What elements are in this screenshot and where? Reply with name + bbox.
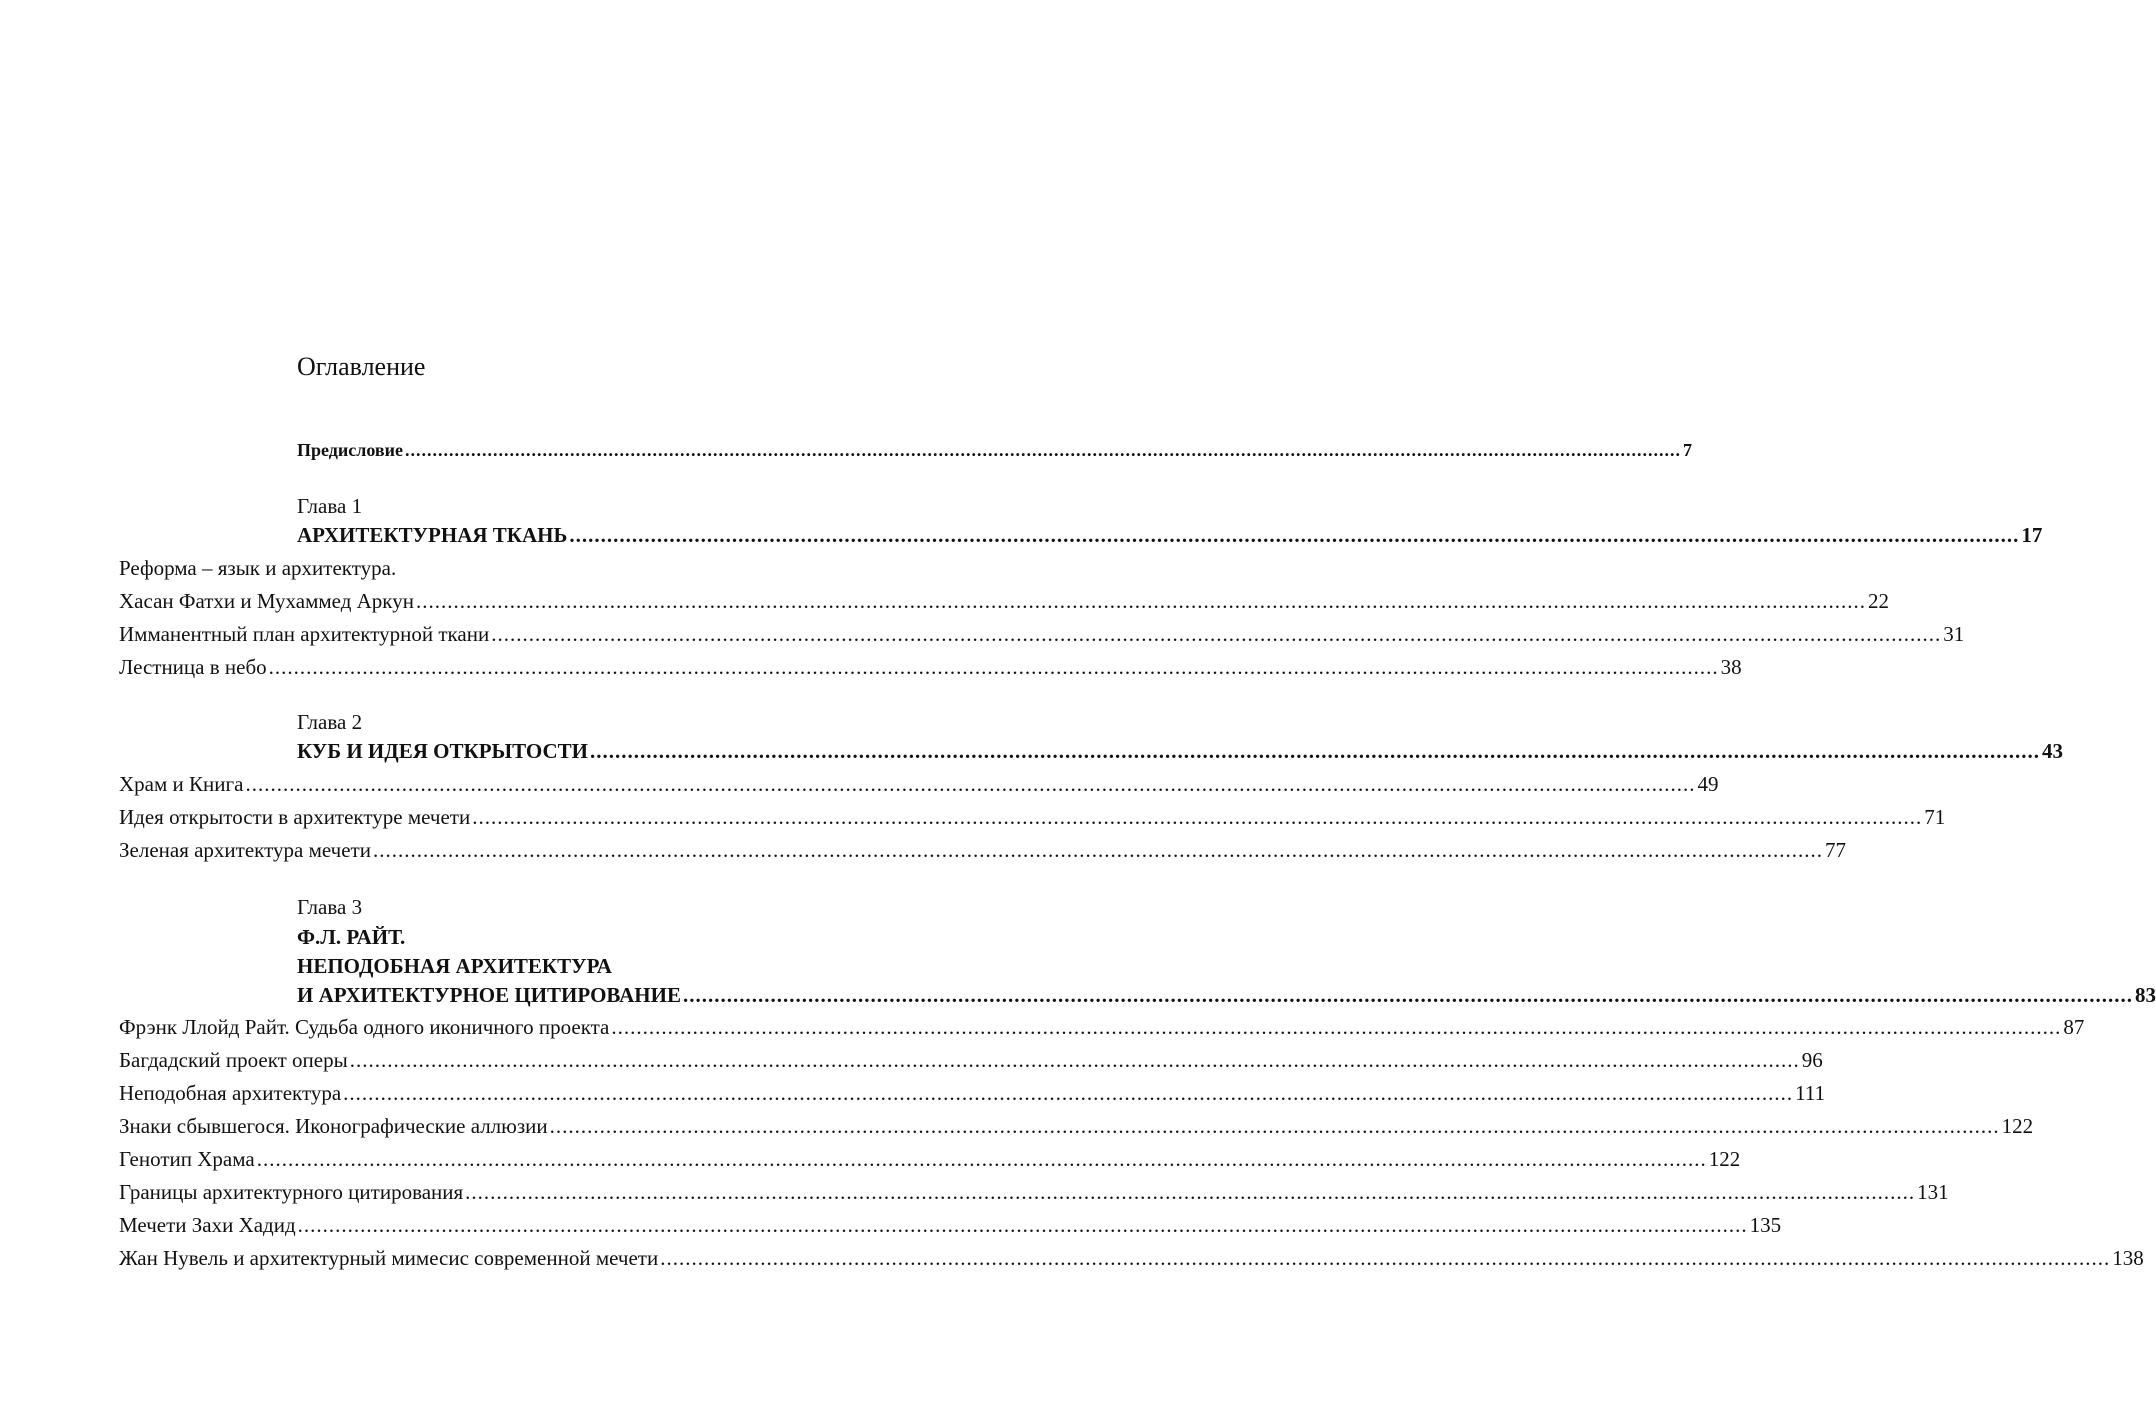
chapter-label: Глава 2 [297,710,363,734]
toc-entry[interactable] [119,1011,2085,1044]
toc-entry-title: Неподобная архитектура [119,1081,342,1105]
toc-entry[interactable] [119,1110,2034,1143]
chapter-heading-page: 83 [2134,983,2156,1007]
dot-leader: ........................................................................................................................................................................................................................................ [297,1213,1748,1237]
chapter-heading-title: АРХИТЕКТУРНАЯ ТКАНЬ [297,523,568,547]
toc-entry[interactable] [119,1143,1741,1176]
toc-entry-page: 135 [1749,1213,1782,1237]
chapter-heading[interactable] [297,735,2063,768]
dot-leader: ........................................................................................................................................................................................................................................ [549,1114,2000,1138]
toc-entry-title: Предисловие [297,440,403,460]
dot-leader: ........................................................................................................................................................................................................................................ [611,1015,2062,1039]
dot-leader: ........................................................................................................................................................................................................................................ [590,739,2040,763]
toc-entry[interactable] [119,651,1742,684]
toc-entry[interactable] [119,801,1946,834]
toc-entry[interactable] [119,834,1846,867]
toc-entry[interactable] [119,1044,1823,1077]
toc-entry-title: Границы архитектурного цитирования [119,1180,464,1204]
toc-entry[interactable] [119,1176,1949,1209]
toc-entry[interactable] [119,768,1719,801]
toc-entry-page: 122 [2001,1114,2034,1138]
chapter-heading-line: Ф.Л. РАЙТ. [297,925,406,949]
toc-entry-page: 77 [1824,838,1846,862]
toc-entry-page: 22 [1867,589,1889,613]
toc-entry-title: Фрэнк Ллойд Райт. Судьба одного иконичного проекта [119,1015,610,1039]
dot-leader: ........................................................................................................................................................................................................................................ [569,523,2020,547]
toc-entry-page: 38 [1720,655,1742,679]
chapter-label: Глава 3 [297,895,363,919]
dot-leader: ........................................................................................................................................................................................................................................ [415,589,1866,613]
toc-entry-title: Зеленая архитектура мечети [119,838,371,862]
dot-leader: ........................................................................................................................................................................................................................................ [268,655,1719,679]
dot-leader: ........................................................................................................................................................................................................................................ [349,1048,1800,1072]
dot-leader: ........................................................................................................................................................................................................................................ [256,1147,1707,1171]
chapter-heading-page: 43 [2042,739,2063,763]
toc-entry-title: Храм и Книга [119,772,244,796]
chapter-heading-page: 17 [2021,523,2043,547]
dot-leader: ........................................................................................................................................................................................................................................ [404,440,1681,460]
chapter-label: Глава 1 [297,494,363,518]
chapter-heading[interactable] [297,519,2043,552]
toc-entry-page: 31 [1943,622,1965,646]
toc-entry-title: Мечети Захи Хадид [119,1213,296,1237]
toc-entry-page: 87 [2063,1015,2085,1039]
toc-entry-preface[interactable] [297,434,1692,467]
toc-entry[interactable] [119,585,1889,618]
toc-entry-page: 71 [1924,805,1946,829]
toc-entry-page: 131 [1917,1180,1949,1204]
toc-entry-title: Генотип Храма [119,1147,255,1171]
toc-entry-title: Знаки сбывшегося. Иконографические аллюзии [119,1114,548,1138]
toc-entry[interactable] [119,1209,1782,1242]
toc-entry-page: 96 [1801,1048,1823,1072]
chapter-heading-title: И АРХИТЕКТУРНОЕ ЦИТИРОВАНИЕ [297,983,681,1007]
toc-entry[interactable] [119,618,1965,651]
dot-leader: ........................................................................................................................................................................................................................................ [465,1180,1916,1204]
toc-entry-page: 111 [1795,1081,1826,1105]
toc-entry[interactable] [119,552,797,585]
toc-entry-title: Реформа – язык и архитектура. [119,556,397,580]
toc-entry-page: 7 [1682,440,1692,460]
toc-entry-title: Хасан Фатхи и Мухаммед Аркун [119,589,414,613]
chapter-heading-line: НЕПОДОБНАЯ АРХИТЕКТУРА [297,954,612,978]
toc-entry-page: 49 [1697,772,1719,796]
chapter-heading[interactable] [297,979,2156,1012]
toc-entry-title: Багдадский проект оперы [119,1048,348,1072]
dot-leader: ........................................................................................................................................................................................................................................ [245,772,1696,796]
dot-leader: ........................................................................................................................................................................................................................................ [372,838,1823,862]
dot-leader: ........................................................................................................................................................................................................................................ [343,1081,1794,1105]
page-title: Оглавление [297,352,426,381]
dot-leader: ........................................................................................................................................................................................................................................ [491,622,1942,646]
dot-leader: ........................................................................................................................................................................................................................................ [472,805,1923,829]
toc-entry-title: Жан Нувель и архитектурный мимесис современной мечети [119,1246,659,1270]
toc-entry-title: Имманентный план архитектурной ткани [119,622,490,646]
toc-entry-page: 138 [2112,1246,2144,1270]
toc-entry-title: Идея открытости в архитектуре мечети [119,805,471,829]
toc-entry[interactable] [119,1077,1826,1110]
chapter-heading-title: КУБ И ИДЕЯ ОТКРЫТОСТИ [297,739,588,763]
toc-entry-page: 122 [1708,1147,1741,1171]
toc-entry[interactable] [119,1242,2144,1275]
toc-entry-title: Лестница в небо [119,655,267,679]
dot-leader: ........................................................................................................................................................................................................................................ [682,983,2133,1007]
dot-leader: ........................................................................................................................................................................................................................................ [660,1246,2111,1270]
